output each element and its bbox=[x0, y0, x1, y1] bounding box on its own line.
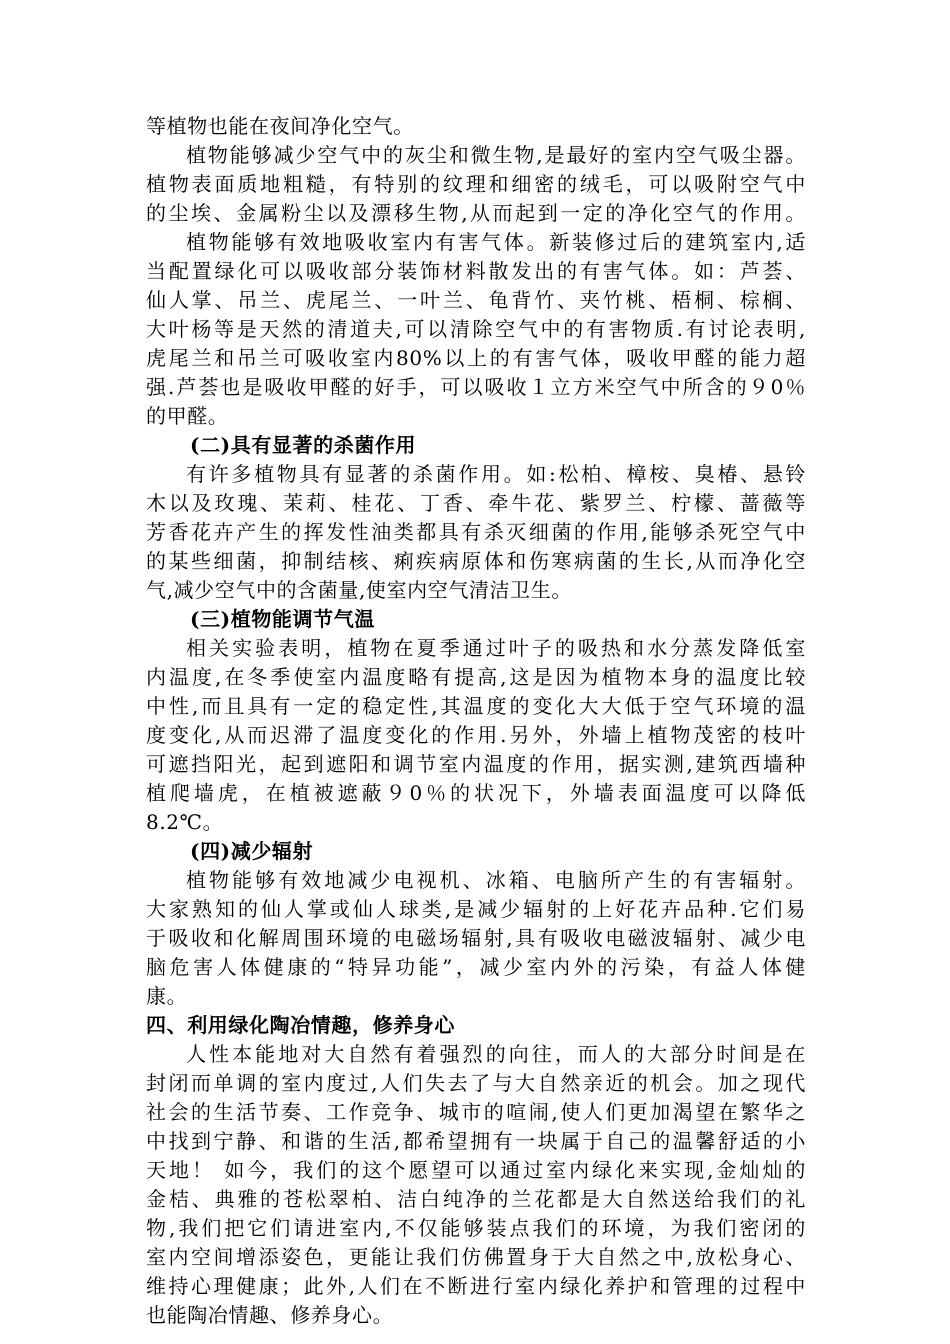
paragraph bbox=[146, 634, 806, 837]
text-line: 维持心理健康；此外,人们在不断进行室内绿化养护和管理的过程中 bbox=[146, 1274, 806, 1298]
text-line: 中找到宁静、和谐的生活,都希望拥有一块属于自己的温馨舒适的小 bbox=[146, 1129, 806, 1153]
text-line: 也能陶冶情趣、修养身心。 bbox=[146, 1303, 394, 1327]
subsection-heading: (四)减少辐射 bbox=[190, 839, 314, 863]
text-line: 植爬墙虎，在植被遮蔽９0％的状况下，外墙表面温度可以降低 bbox=[146, 781, 806, 805]
paragraph bbox=[146, 141, 806, 228]
text-line: 芳香花卉产生的挥发性油类都具有杀灭细菌的作用,能够杀死空气中 bbox=[146, 520, 806, 544]
text-line: 物,我们把它们请进室内,不仅能够装点我们的环境，为我们密闭的 bbox=[146, 1216, 806, 1240]
text-line: 的尘埃、金属粉尘以及漂移生物,从而起到一定的净化空气的作用。 bbox=[146, 201, 806, 225]
text-line: 仙人掌、吊兰、虎尾兰、一叶兰、龟背竹、夹竹桃、梧桐、棕榈、 bbox=[146, 288, 806, 312]
text-line: 于吸收和化解周围环境的电磁场辐射,具有吸收电磁波辐射、减少电 bbox=[146, 926, 806, 950]
paragraph bbox=[146, 112, 806, 141]
text-line: 室内空间增添姿色，更能让我们仿佛置身于大自然之中,放松身心、 bbox=[146, 1245, 806, 1269]
text-line: 人性本能地对大自然有着强烈的向往，而人的大部分时间是在 bbox=[186, 1042, 806, 1066]
text-line: 脑危害人体健康的“特异功能”，减少室内外的污染，有益人体健 bbox=[146, 955, 806, 979]
text-line: 度变化,从而迟滞了温度变化的作用.另外，外墙上植物茂密的枝叶 bbox=[146, 723, 806, 747]
text-line: 植物能够减少空气中的灰尘和微生物,是最好的室内空气吸尘器。 bbox=[186, 143, 806, 167]
text-line: 封闭而单调的室内度过,人们失去了与大自然亲近的机会。加之现代 bbox=[146, 1071, 806, 1095]
section-heading: 四、利用绿化陶冶情趣，修养身心 bbox=[146, 1013, 455, 1037]
subsection-heading: (三)植物能调节气温 bbox=[190, 607, 375, 631]
text-line: 可遮挡阳光，起到遮阳和调节室内温度的作用，据实测,建筑西墙种 bbox=[146, 752, 806, 776]
text-line: 虎尾兰和吊兰可吸收室内80%以上的有害气体，吸收甲醛的能力超 bbox=[146, 346, 806, 370]
text-line: 强.芦荟也是吸收甲醛的好手，可以吸收１立方米空气中所含的９0％ bbox=[146, 375, 806, 399]
text-line: 金桔、典雅的苍松翠柏、洁白纯净的兰花都是大自然送给我们的礼 bbox=[146, 1187, 806, 1211]
text-line: 植物能够有效地减少电视机、冰箱、电脑所产生的有害辐射。 bbox=[186, 868, 806, 892]
text-line: 气,减少空气中的含菌量,使室内空气清洁卫生。 bbox=[146, 578, 572, 602]
text-line: 的甲醛。 bbox=[146, 404, 229, 428]
text-line: 植物能够有效地吸收室内有害气体。新装修过后的建筑室内,适 bbox=[186, 230, 806, 254]
text-line: 康。 bbox=[146, 984, 188, 1008]
text-line: 大家熟知的仙人掌或仙人球类,是减少辐射的上好花卉品种.它们易 bbox=[146, 897, 806, 921]
text-line: 中性,而且具有一定的稳定性,其温度的变化大大低于空气环境的温 bbox=[146, 694, 806, 718]
paragraph bbox=[146, 1040, 806, 1330]
text-line: 当配置绿化可以吸收部分装饰材料散发出的有害气体。如：芦荟、 bbox=[146, 259, 806, 283]
text-line: 大叶杨等是天然的清道夫,可以清除空气中的有害物质.有讨论表明, bbox=[146, 317, 806, 341]
text-line: 的某些细菌，抑制结核、痢疾病原体和伤寒病菌的生长,从而净化空 bbox=[146, 549, 806, 573]
paragraph bbox=[146, 460, 806, 605]
text-line: 社会的生活节奏、工作竞争、城市的喧闹,使人们更加渴望在繁华之 bbox=[146, 1100, 806, 1124]
text-line: 等植物也能在夜间净化空气。 bbox=[146, 114, 414, 138]
subsection-heading: (二)具有显著的杀菌作用 bbox=[190, 433, 417, 457]
paragraph bbox=[146, 228, 806, 431]
text-line: 内温度,在冬季使室内温度略有提高,这是因为植物本身的温度比较 bbox=[146, 665, 806, 689]
text-line: 木以及玫瑰、茉莉、桂花、丁香、牵牛花、紫罗兰、柠檬、蔷薇等 bbox=[146, 491, 806, 515]
text-line: 植物表面质地粗糙，有特别的纹理和细密的绒毛，可以吸附空气中 bbox=[146, 172, 806, 196]
text-line: 有许多植物具有显著的杀菌作用。如:松柏、樟桉、臭椿、悬铃 bbox=[186, 462, 806, 486]
text-line: 8.2℃。 bbox=[146, 810, 224, 834]
paragraph bbox=[146, 866, 806, 1011]
text-line: 天地！ 如今，我们的这个愿望可以通过室内绿化来实现,金灿灿的 bbox=[146, 1158, 806, 1182]
document-page bbox=[146, 112, 806, 1330]
text-line: 相关实验表明，植物在夏季通过叶子的吸热和水分蒸发降低室 bbox=[186, 636, 806, 660]
